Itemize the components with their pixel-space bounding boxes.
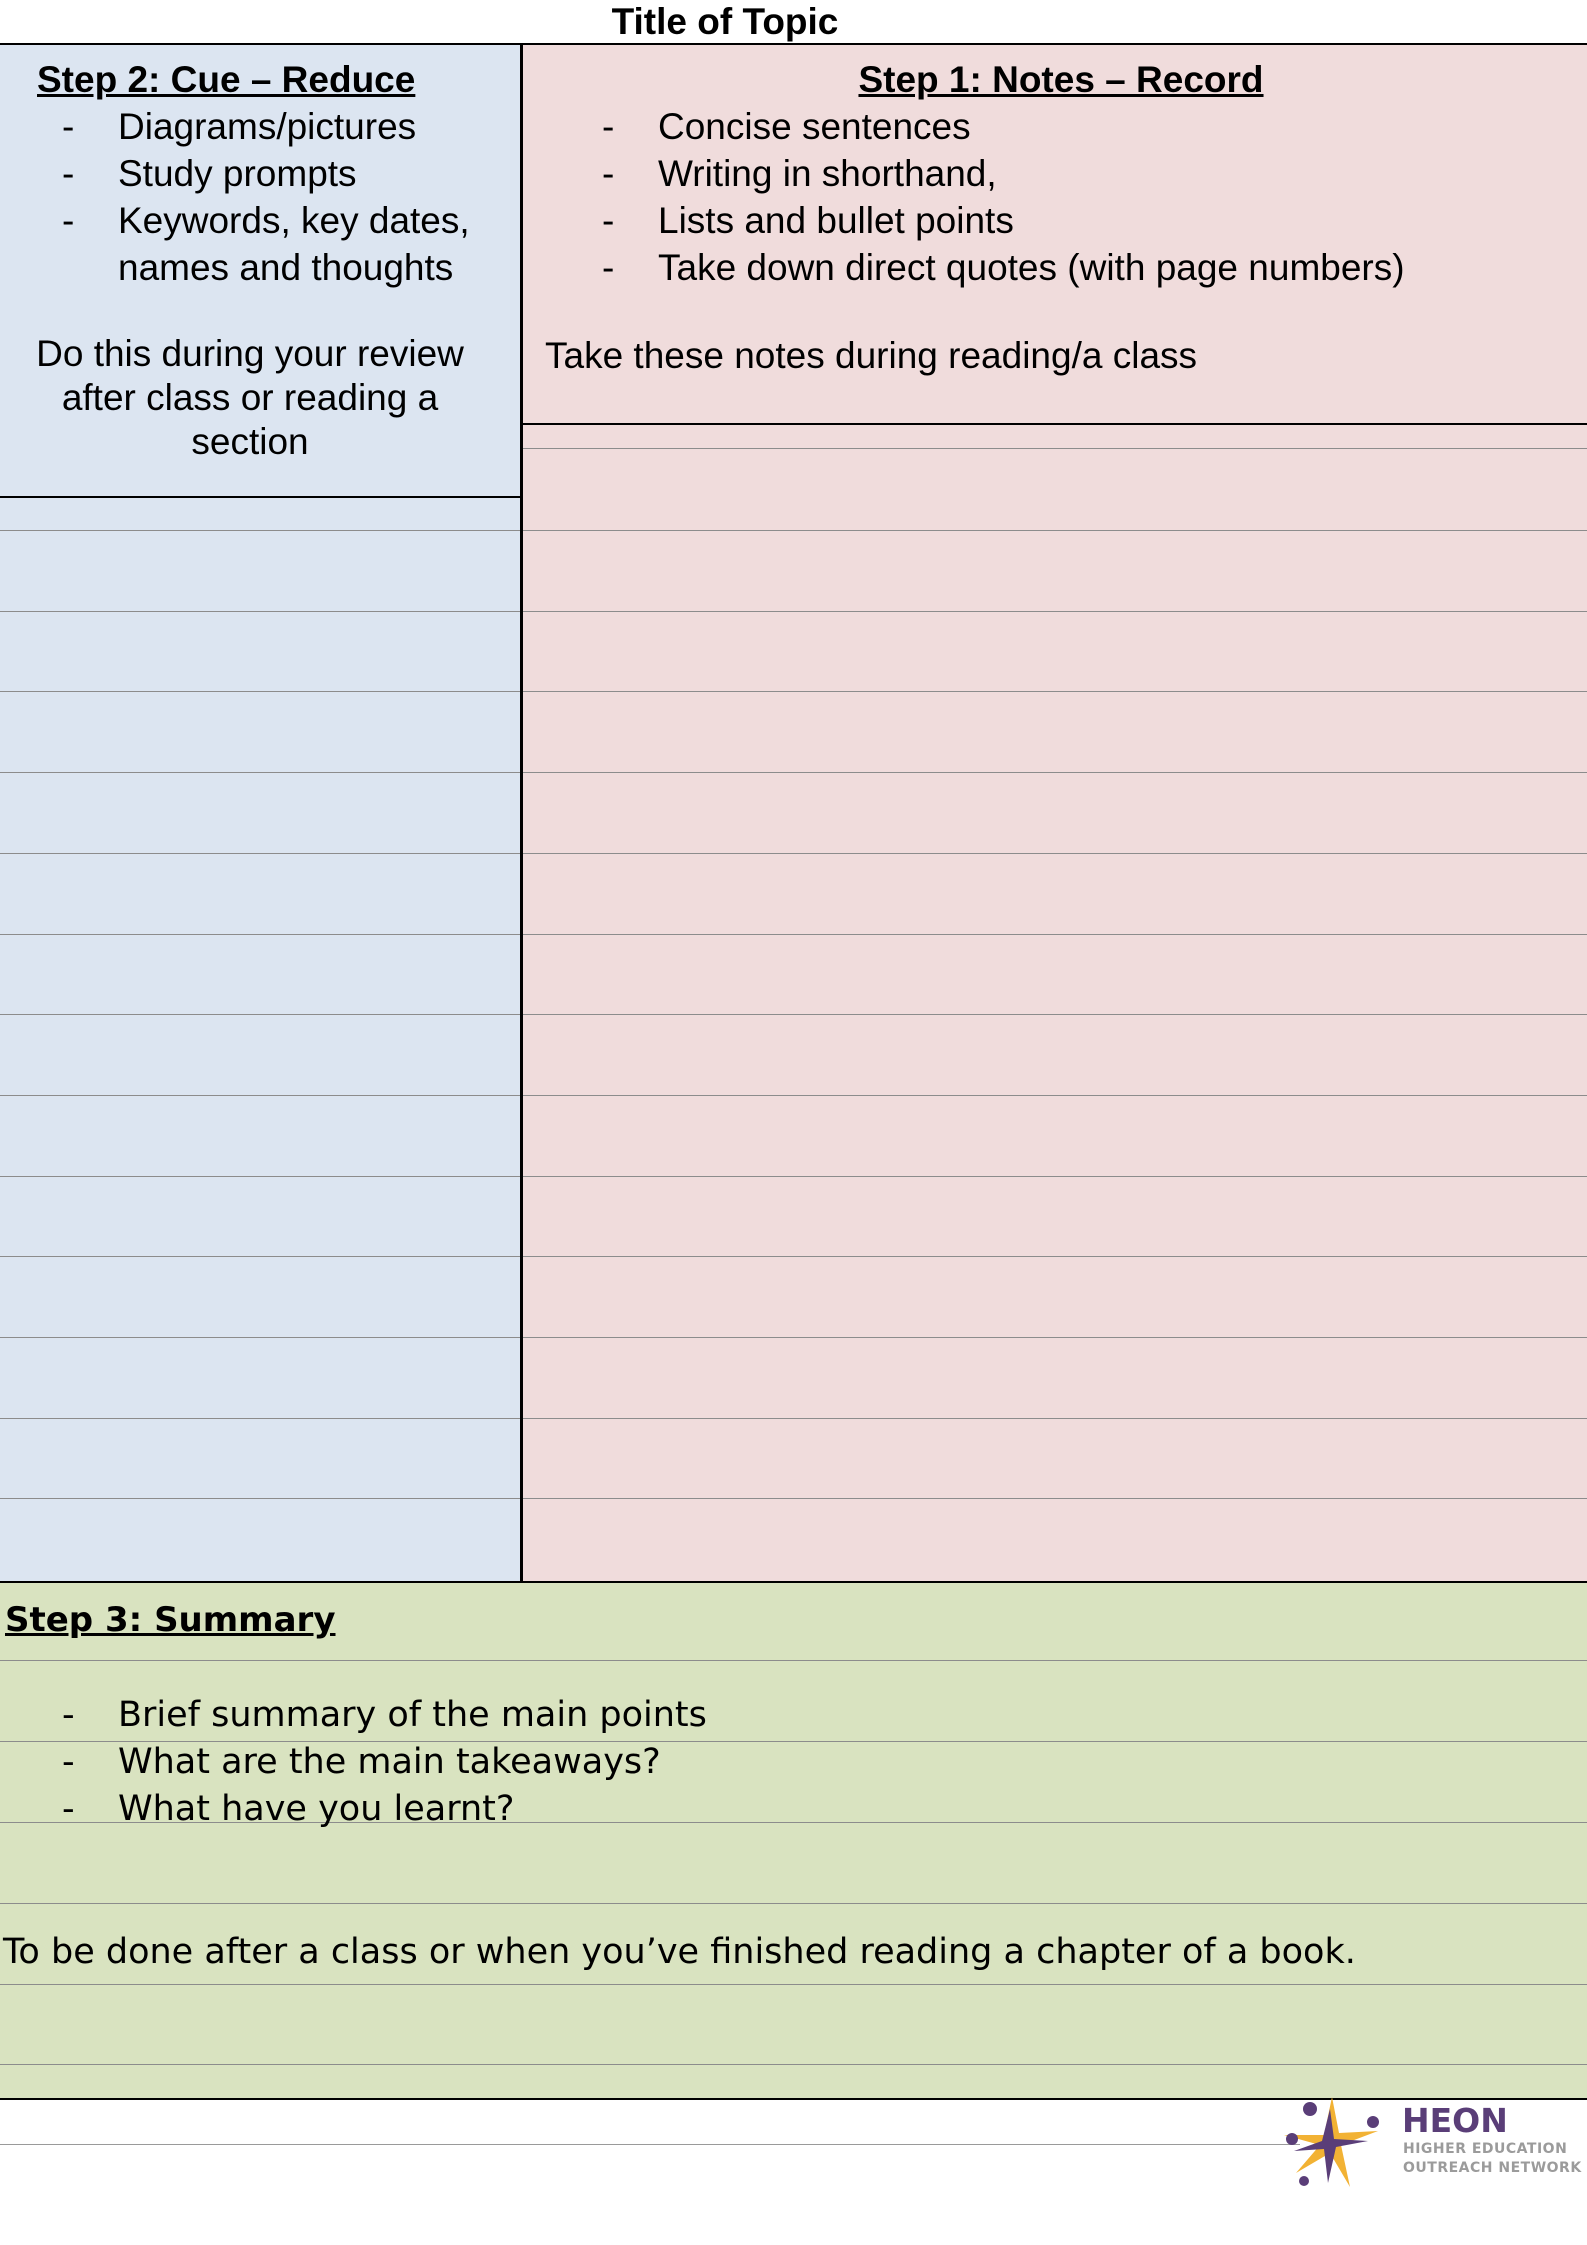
list-item-text: Diagrams/pictures <box>118 106 417 147</box>
list-item <box>602 103 1587 150</box>
list-item-text: Study prompts <box>118 153 357 194</box>
footer-rule <box>0 2144 1300 2145</box>
list-item-text: Writing in shorthand, <box>658 153 997 194</box>
bullet-dash: - <box>602 153 615 194</box>
summary-top-divider <box>0 1581 1587 1583</box>
notes-heading: Step 1: Notes – Record <box>858 59 1264 100</box>
heon-logo <box>1280 2095 1587 2190</box>
list-item <box>62 150 512 197</box>
bullet-dash: - <box>602 247 615 288</box>
logo-tagline-line1: HIGHER EDUCATION <box>1403 2141 1568 2157</box>
heon-star-icon <box>1280 2095 1380 2190</box>
list-item-text: What are the main takeaways? <box>118 1742 661 1782</box>
ruled-line <box>0 611 520 612</box>
list-item <box>602 150 1587 197</box>
ruled-line <box>0 853 520 854</box>
ruled-line <box>523 530 1587 531</box>
ruled-line <box>0 772 520 773</box>
cue-list <box>62 103 512 291</box>
logo-tagline-line2: OUTREACH NETWORK <box>1403 2160 1582 2176</box>
bullet-dash: - <box>62 1789 75 1829</box>
notes-instruction: Take these notes during reading/a class <box>545 335 1198 376</box>
bullet-dash: - <box>62 200 75 241</box>
ruled-line <box>0 1095 520 1096</box>
list-item <box>602 197 1587 244</box>
column-divider <box>520 45 523 1583</box>
list-item <box>62 197 512 291</box>
ruled-line <box>0 1256 520 1257</box>
ruled-line <box>0 934 520 935</box>
ruled-line <box>523 1337 1587 1338</box>
list-item-text: Keywords, key dates, names and thoughts <box>118 200 470 288</box>
list-item <box>62 103 512 150</box>
ruled-line <box>0 1903 1587 1904</box>
ruled-line <box>523 1176 1587 1177</box>
list-item-text: What have you learnt? <box>118 1789 515 1829</box>
ruled-line <box>523 448 1587 449</box>
ruled-line <box>0 2064 1587 2065</box>
ruled-line <box>523 611 1587 612</box>
page-title: Title of Topic <box>611 1 839 42</box>
list-item <box>62 1692 1062 1739</box>
list-item <box>602 244 1587 291</box>
notes-header-divider <box>522 423 1587 425</box>
ruled-line <box>0 1660 1587 1661</box>
ruled-line <box>523 934 1587 935</box>
bullet-dash: - <box>602 106 615 147</box>
ruled-line <box>523 1014 1587 1015</box>
summary-list <box>62 1692 1062 1833</box>
ruled-line <box>523 691 1587 692</box>
ruled-line <box>0 1498 520 1499</box>
ruled-line <box>523 853 1587 854</box>
list-item <box>62 1786 1062 1833</box>
ruled-line <box>523 1256 1587 1257</box>
summary-heading: Step 3: Summary <box>5 1600 336 1640</box>
bullet-dash: - <box>62 106 75 147</box>
bullet-dash: - <box>62 1695 75 1735</box>
notes-list <box>602 103 1587 291</box>
summary-instruction: To be done after a class or when you’ve finished reading a chapter of a book. <box>3 1932 1356 1972</box>
cue-heading: Step 2: Cue – Reduce <box>37 59 416 100</box>
ruled-line <box>523 772 1587 773</box>
cue-instruction: Do this during your review after class or reading a section <box>36 333 464 462</box>
ruled-line <box>0 1418 520 1419</box>
ruled-line <box>523 1498 1587 1499</box>
list-item <box>62 1739 1062 1786</box>
ruled-line <box>0 530 520 531</box>
bullet-dash: - <box>602 200 615 241</box>
logo-name: HEON <box>1402 2101 1508 2140</box>
list-item-text: Concise sentences <box>658 106 971 147</box>
ruled-line <box>0 1176 520 1177</box>
ruled-line <box>523 1418 1587 1419</box>
ruled-line <box>0 1014 520 1015</box>
bullet-dash: - <box>62 1742 75 1782</box>
ruled-line <box>0 691 520 692</box>
bullet-dash: - <box>62 153 75 194</box>
ruled-line <box>0 1337 520 1338</box>
ruled-line <box>0 1984 1587 1985</box>
cue-header-divider <box>0 496 522 498</box>
ruled-line <box>523 1095 1587 1096</box>
list-item-text: Lists and bullet points <box>658 200 1014 241</box>
list-item-text: Brief summary of the main points <box>118 1695 707 1735</box>
list-item-text: Take down direct quotes (with page numbers) <box>658 247 1405 288</box>
